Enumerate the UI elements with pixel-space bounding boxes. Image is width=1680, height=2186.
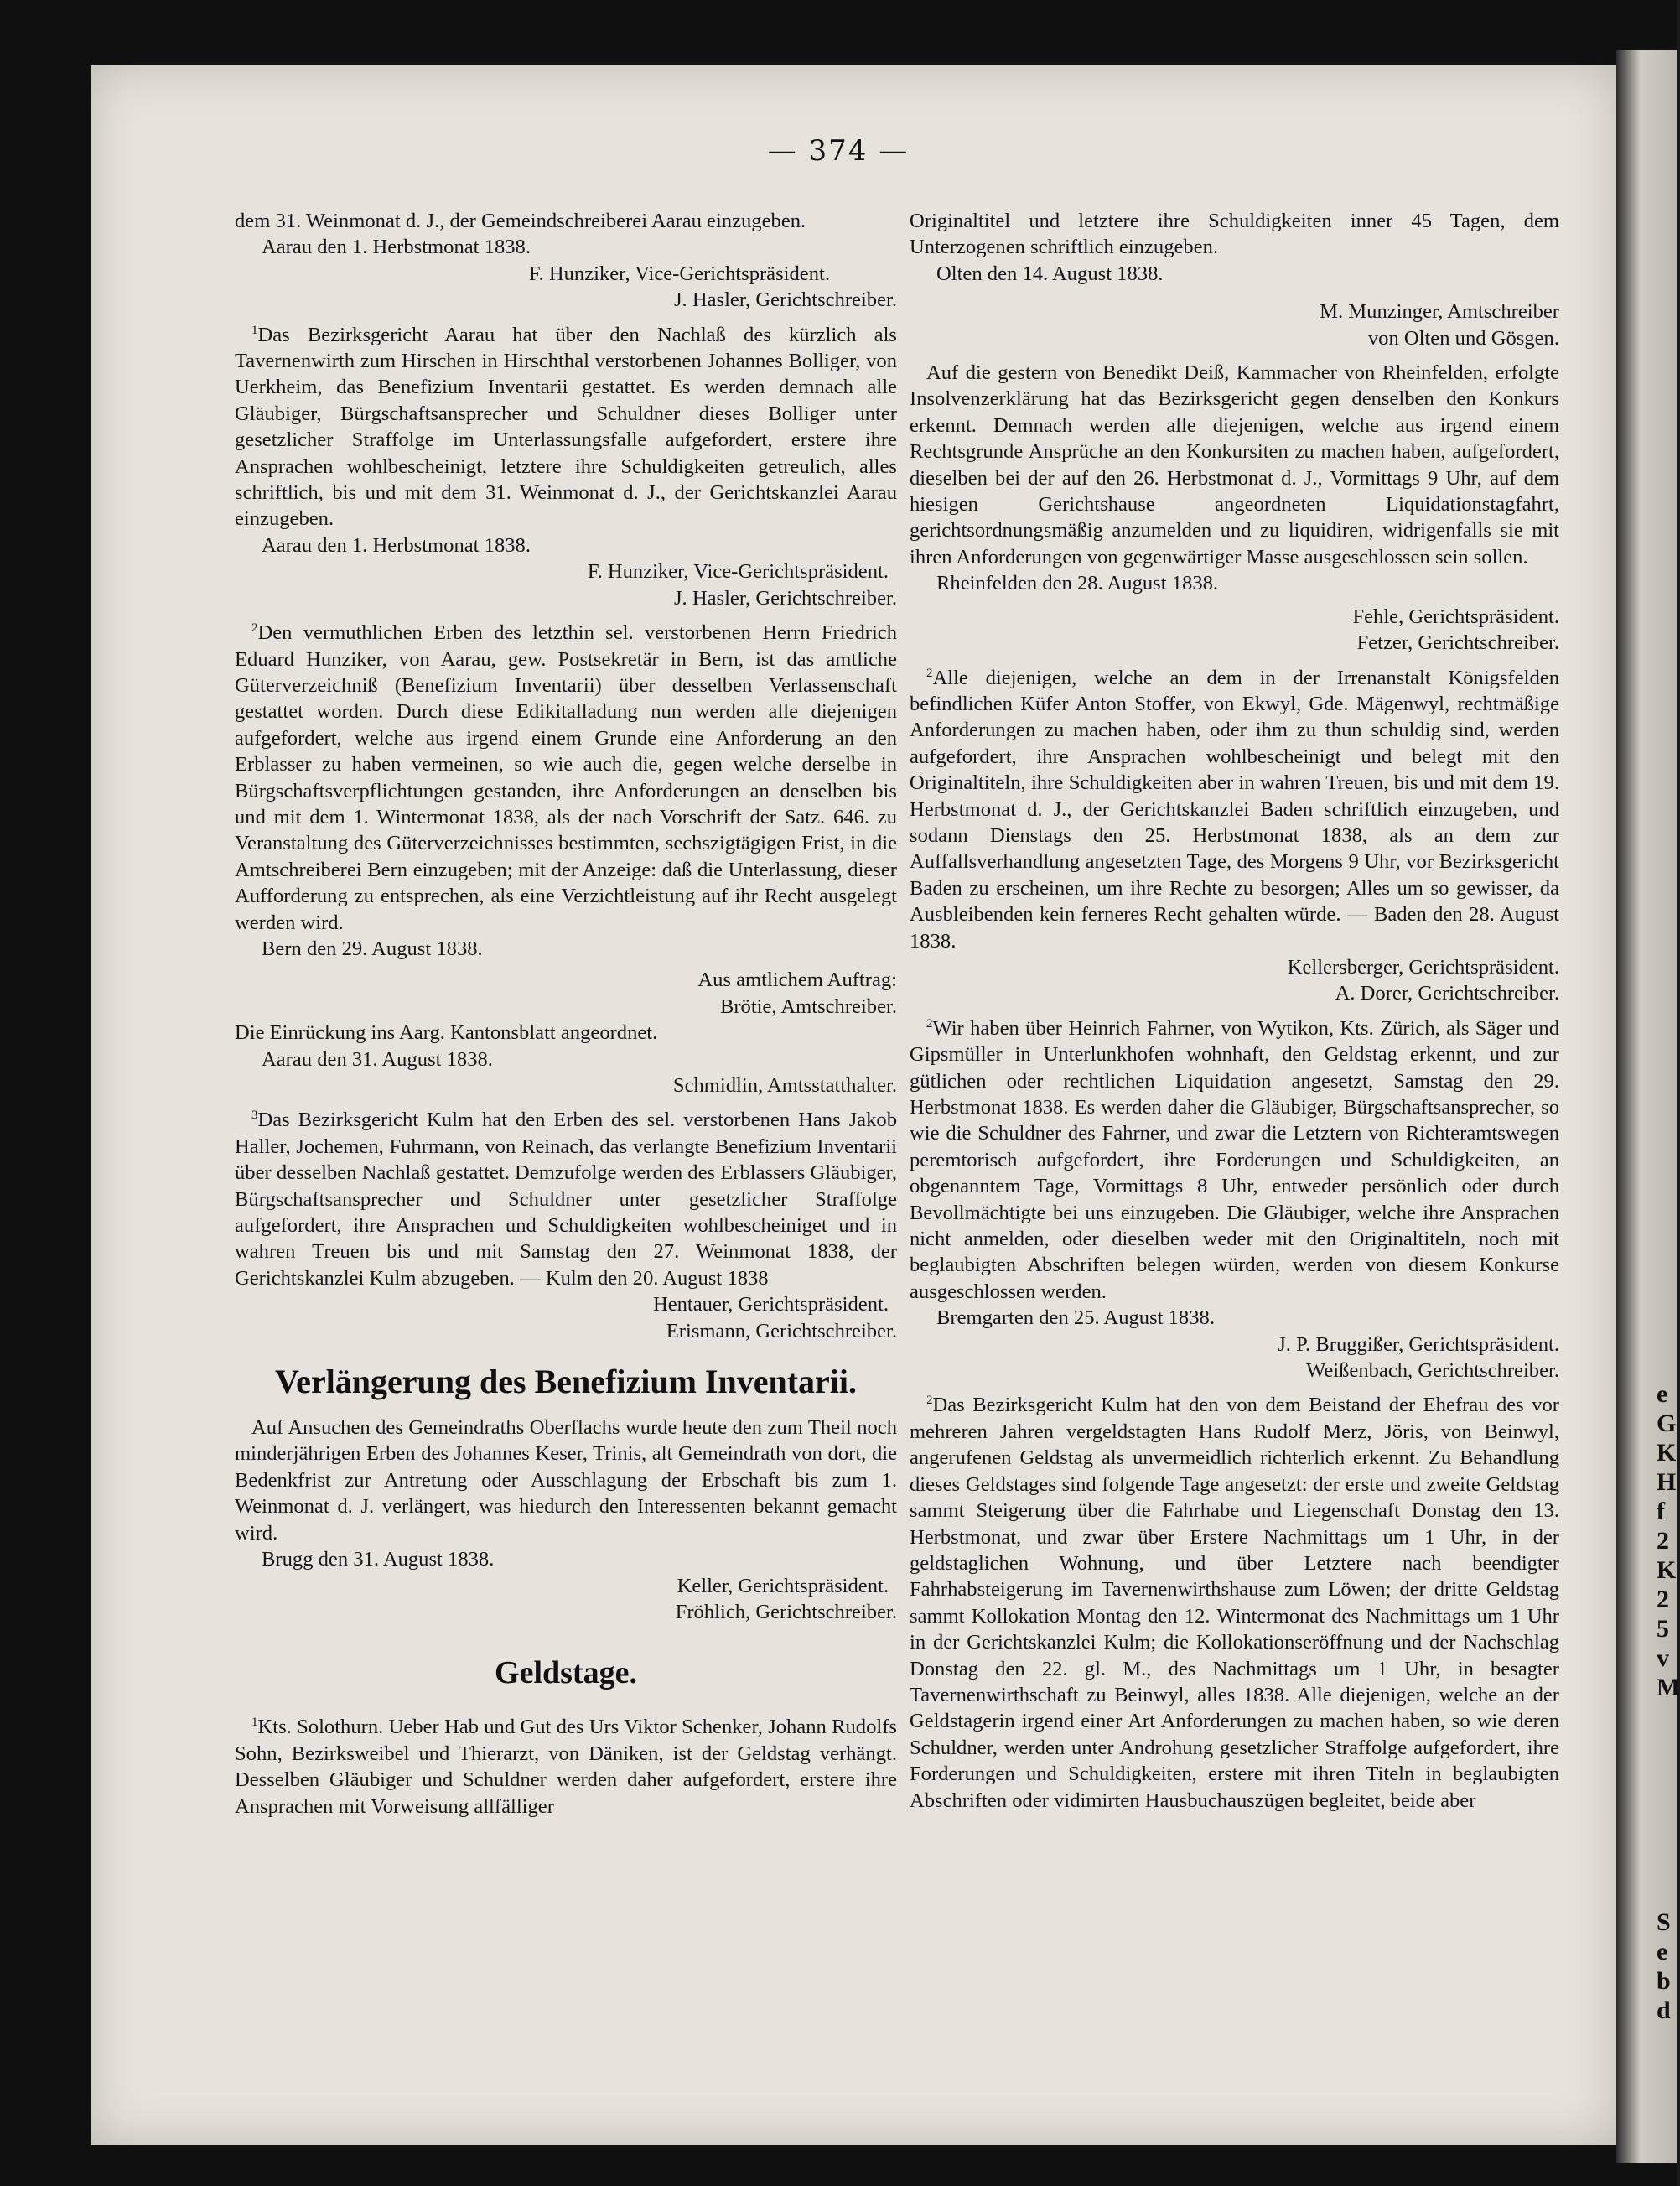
notice-deiss — [910, 360, 1559, 656]
signature: von Olten und Gösgen. — [1367, 326, 1559, 350]
notice-text: Auf die gestern von Benedikt Deiß, Kammacher von Rheinfelden, erfolgte Insolvenzerklärung hat das Bezirksgericht gegen denselben den Konkurs erkennt. Demnach werden alle diejenigen, welche aus irgend einem Rechtsgrunde Ansprüche an den Konkursiten zu machen haben, aufgefordert, dieselben bei der auf den 26. Herbstmonat d. J., Vormittags 9 Uhr, auf dem hiesigen Gerichtshause angeordneten Liquidationstagfahrt, gerichtsordnungsmäßig anzumelden und zu liquidiren, widrigenfalls sie mit ihren Anforderungen von gegenwärtiger Masse ausgeschlossen sein sollen. — [910, 361, 1559, 569]
notice-mark: 3 — [251, 1109, 258, 1123]
notice-body: Den vermuthlichen Erben des letzthin sel. verstorbenen Herrn Friedrich Eduard Hunziker, von Aarau, gew. Postsekretär in Bern, ist das amtliche Güterverzeichniß (Benefizium Inventarii) über desselben Verlassenschaft gestattet worden. Durch diese Edikitalladung nun werden alle diejenigen aufgefordert, welche aus irgend einem Grunde eine Anforderung an den Erblasser zu haben vermeinen, so wie auch die, gegen welche derselbe in Bürgschaftsverpflichtungen gestanden, ihre Anforderungen an denselben bis und mit dem 1. Wintermonat 1838, als der nach Vorschrift der Satz. 646. zu Veranstaltung des Güterverzeichnisses bestimmten, sechszigtägigen Frist, in die Amtschreiberei Bern einzugeben; mit der Anzeige: daß die Unterlassung, dieser Aufforderung zu entsprechen, als eine Verzichtleistung auf ihr Recht ausgelegt werden wird. — [235, 621, 897, 934]
notice-body: Das Bezirksgericht Kulm hat den Erben des sel. verstorbenen Hans Jakob Haller, Jochemen, Fuhrmann, von Reinach, das verlangte Benefizium Inventarii über desselben Nachlaß gestattet. Demzufolge werden des Erblassers Gläubiger, Bürgschaftsansprecher und Schuldner unter gesetzlicher Straffolge aufgefordert, ihre Ansprachen und Schuldigkeiten wohlbescheiniget und in wahren Treuen bis und mit Samstag den 27. Weinmonat 1838, der Gerichtskanzlei Kulm abzugeben. — Kulm den 20. August 1838 — [235, 1109, 897, 1290]
notice-body: Alle diejenigen, welche an dem in der Irrenanstalt Königsfelden befindlichen Küfer Anton Stoffer, von Ekwyl, Gde. Mägenwyl, rechtmäßige Anforderungen zu machen haben, oder ihm zu thun schuldig sind, werden aufgefordert, ihre Ansprachen wohlbescheinigt und belegt mit den Originaltiteln, ihre Schuldigkeiten aber in wahren Treuen, bis und mit dem 19. Herbstmonat d. J., der Gerichtskanzlei Baden schriftlich einzugeben, und sodann Dienstags den 25. Herbstmonat 1838, als an dem zur Auffallsverhandlung angesetzten Tage, des Morgens 9 Uhr, vor Bezirksgericht Baden zu erscheinen, um ihre Rechte zu besorgen; Alles um so gewisser, da Ausbleibenden kein ferneres Recht gehalten würde. — Baden den 28. August 1838. — [910, 666, 1559, 953]
signature: Schmidlin, Amtsstatthalter. — [672, 1074, 897, 1097]
notice-text: dem 31. Weinmonat d. J., der Gemeindschreiberei Aarau einzugeben. — [235, 210, 806, 232]
notice-text — [910, 1392, 1559, 1814]
notice-text: Auf Ansuchen des Gemeindraths Oberflachs wurde heute den zum Theil noch minderjährigen Erben des Johannes Keser, Trinis, alt Gemeindrath von dort, die Bedenkfrist zur Antretung oder Ausschlagung der Erbschaft bis zum 1. Weinmonat d. J. verlängert, was hiedurch den Interessenten bekannt gemacht wird. — [235, 1416, 897, 1545]
section-heading-geldstage: Geldstage. — [495, 1655, 637, 1691]
signature: Hentauer, Gerichtspräsident. — [652, 1293, 889, 1316]
notice-text — [910, 665, 1559, 954]
signature: J. Hasler, Gerichtschreiber. — [673, 586, 897, 610]
signature: A. Dorer, Gerichtschreiber. — [1335, 982, 1559, 1005]
notice-date: Aarau den 1. Herbstmonat 1838. — [262, 236, 531, 259]
notice-date: Bremgarten den 25. August 1838. — [936, 1306, 1215, 1330]
signature: J. P. Bruggißer, Gerichtspräsident. — [1278, 1332, 1559, 1356]
signature: Weißenbach, Gerichtschreiber. — [1306, 1359, 1559, 1383]
notice-mark: 2 — [926, 1394, 933, 1408]
notice-date: Brugg den 31. August 1838. — [262, 1548, 495, 1571]
left-column — [235, 208, 897, 1820]
signature: M. Munzinger, Amtschreiber — [1320, 300, 1559, 324]
notice-date: Bern den 29. August 1838. — [262, 937, 483, 960]
notice-date: Rheinfelden den 28. August 1838. — [936, 572, 1219, 595]
signature: Brötie, Amtschreiber. — [719, 994, 897, 1018]
signature: Aus amtlichem Auftrag: — [697, 968, 897, 992]
notice-bolliger — [235, 322, 897, 611]
notice-hunziker — [235, 620, 897, 1098]
notice-schenker — [235, 1714, 897, 1820]
notice-body: Kts. Solothurn. Ueber Hab und Gut des Urs Viktor Schenker, Johann Rudolfs Sohn, Bezirksweibel und Thierarzt, von Däniken, ist der Geldstag verhängt. Desselben Gläubiger und Schuldner werden daher aufgefordert, erstere ihre Ansprachen mit Vorweisung allfälliger — [235, 1716, 897, 1818]
notice-gemeindschreiberei-aarau — [235, 208, 897, 314]
signature: F. Hunziker, Vice-Gerichtspräsident. — [587, 560, 889, 584]
notice-haller — [235, 1107, 897, 1344]
notice-mark: 2 — [926, 666, 933, 680]
right-column — [910, 208, 1559, 1814]
notice-olten — [910, 208, 1559, 351]
adjacent-page-fragment-2: S e b d — [1657, 1908, 1671, 2024]
notice-note: Die Einrückung ins Aarg. Kantonsblatt angeordnet. — [235, 1021, 658, 1045]
notice-date: Aarau den 31. August 1838. — [262, 1047, 493, 1071]
notice-body: Wir haben über Heinrich Fahrner, von Wytikon, Kts. Zürich, als Säger und Gipsmüller in Unterlunkhofen wohnhaft, den Geldstag erkennt, und zur gütlichen oder rechtlichen Liquidation angesetzt, Samstag den 29. Herbstmonat 1838. Es werden daher die Gläubiger, Bürgschaftsansprecher, so wie die Schuldner des Fahrner, und zwar die Letztern von Richteramtswegen peremtorisch aufgefordert, ihre Forderungen und Schuldigkeiten, an obgenanntem Tage, Vormittags 8 Uhr, entweder persönlich oder durch Bevollmächtigte bei uns einzugeben. Die Gläubiger, welche ihre Ansprachen nicht anmelden, oder dieselben weder mit den Originaltiteln, noch mit beglaubigten Abschriften belegen würden, werden von diesem Konkurse ausgeschlossen werden. — [910, 1016, 1559, 1303]
signature: Erismann, Gerichtschreiber. — [666, 1319, 897, 1342]
notice-keser — [235, 1415, 897, 1625]
notice-fahrner — [910, 1015, 1559, 1384]
signature: Fröhlich, Gerichtschreiber. — [675, 1600, 897, 1623]
notice-mark: 2 — [926, 1016, 933, 1031]
notice-text — [235, 620, 897, 936]
signature: F. Hunziker, Vice-Gerichtspräsident. — [528, 262, 830, 285]
notice-date: Aarau den 1. Herbstmonat 1838. — [262, 533, 531, 557]
notice-mark: 1 — [251, 323, 258, 337]
notice-stoffer — [910, 665, 1559, 1007]
notice-text — [235, 1107, 897, 1291]
notice-text — [910, 1015, 1559, 1305]
notice-text — [235, 1714, 897, 1820]
notice-body: Das Bezirksgericht Aarau hat über den Nachlaß des kürzlich als Tavernenwirth zum Hirschen in Hirschthal verstorbenen Johannes Bolliger, von Uerkheim, das Benefizium Inventarii gestattet. Es werden demnach alle Gläubiger, Bürgschaftsansprecher und Schuldner dieses Bolliger unter gesetzlicher Straffolge im Unterlassungsfalle aufgefordert, erstere ihre Ansprachen wohlbescheinigt, letztere ihre Schuldigkeiten getreulich, alles schriftlich, bis und mit dem 31. Weinmonat d. J., der Gerichtskanzlei Aarau einzugeben. — [235, 323, 897, 531]
adjacent-page-edge — [1616, 50, 1680, 2163]
section-heading: Verlängerung des Benefizium Inventarii. — [274, 1363, 858, 1401]
notice-mark: 1 — [251, 1716, 258, 1730]
notice-text: Originaltitel und letztere ihre Schuldigkeiten inner 45 Tagen, dem Unterzogenen schriftlich einzugeben. — [910, 210, 1559, 259]
signature: Fetzer, Gerichtschreiber. — [1356, 631, 1559, 655]
signature: Keller, Gerichtspräsident. — [677, 1574, 889, 1597]
page-number: — 374 — — [767, 134, 910, 168]
notice-body: Das Bezirksgericht Kulm hat den von dem Beistand der Ehefrau des vor mehreren Jahren vergeldstagten Hans Rudolf Merz, Jöris, von Beinwyl, angerufenen Geldstag als unvermeidlich richterlich erkennt. Zu Behandlung dieses Geldstages sind folgende Tage angesetzt: der erste und zweite Geldstag sammt Steigerung über die Fahrhabe und Liegenschaft Donstag den 13. Herbstmonat, und zwar über Erstere Nachmittags um 1 Uhr, in der geldstaglichen Wohnung, und über Letztere nach beendigter Fahrhabsteigerung im Tavernenwirthshause zum Löwen; der dritte Geldstag sammt Kollokation Montag den 12. Wintermonat des Nachmittags um 1 Uhr in der Gerichtskanzlei Kulm; die Kollokationseröffnung und der Nachschlag Donstag den 22. gl. M., des Nachmittags um 1 Uhr, in besagter Tavernenwirthschaft zu Beinwyl, alles 1838. Alle diejenigen, welche an der Geldstagerin irgend einer Art Anforderungen zu machen haben, so wie deren Schuldner, werden unter Androhung gesetzlicher Straffolge aufgefordert, ihre Forderungen und Schuldigkeiten, erstere mit ihren Titeln in beglaubigten Abschriften oder vidimirten Hausbuchauszügen begleitet, beide aber — [910, 1394, 1559, 1812]
signature: J. Hasler, Gerichtschreiber. — [673, 288, 897, 312]
adjacent-page-fragment-1: e G K H f 2 K 2 5 v M — [1657, 1380, 1680, 1701]
signature: Fehle, Gerichtspräsident. — [1352, 605, 1559, 628]
notice-text — [235, 322, 897, 532]
notice-date: Olten den 14. August 1838. — [936, 262, 1164, 285]
signature: Kellersberger, Gerichtspräsident. — [1287, 955, 1559, 979]
notice-merz — [910, 1392, 1559, 1814]
notice-mark: 2 — [251, 620, 258, 635]
